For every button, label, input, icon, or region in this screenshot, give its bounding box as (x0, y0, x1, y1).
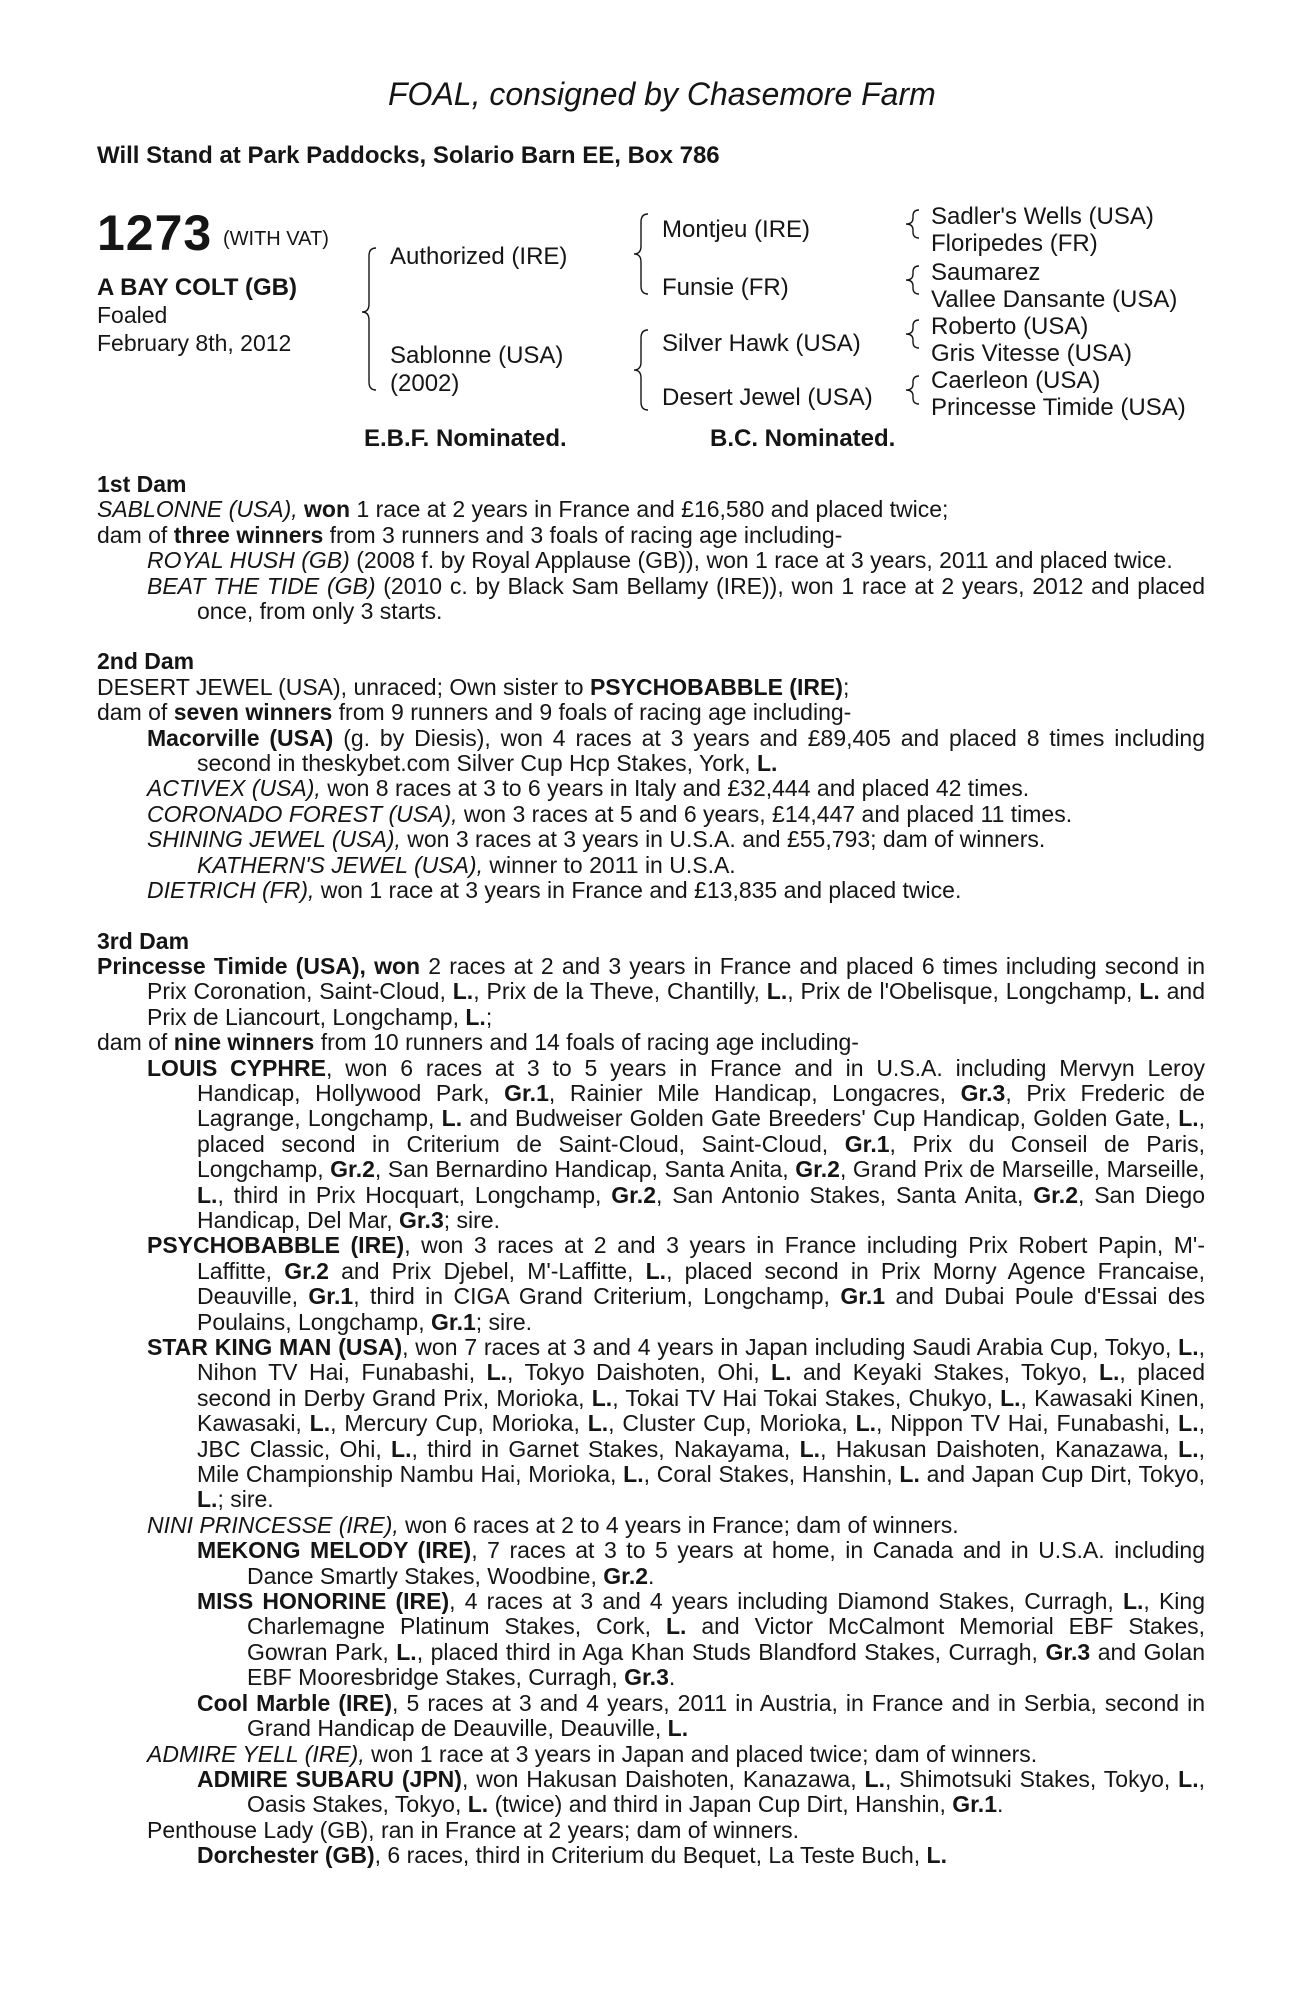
produce-mekong-melody: MEKONG MELODY (IRE), 7 races at 3 to 5 years at home, in Canada and in U.S.A. including Dance Smartly Stakes, Woodbine, Gr.2. (197, 1537, 1205, 1589)
produce-louis-cyphre: LOUIS CYPHRE, won 6 races at 3 to 5 years in France and in U.S.A. including Mervyn Leroy Handicap, Hollywood Park, Gr.1, Rainier Mile Handicap, Longacres, Gr.3, Prix Frederic de Lagrange, Longchamp, L. and Budweiser Golden Gate Breeders' Cup Handicap, Golden Gate, L., placed second in Criterium de Saint-Cloud, Saint-Cloud, Gr.1, Prix du Conseil de Paris, Longchamp, Gr.2, San Bernardino Handicap, Santa Anita, Gr.2, Grand Prix de Marseille, Marseille, L., third in Prix Hocquart, Longchamp, Gr.2, San Antonio Stakes, Santa Anita, Gr.2, San Diego Handicap, Del Mar, Gr.3; sire. (147, 1054, 1206, 1233)
bracket-ds (906, 320, 919, 348)
foaled-label: Foaled (97, 302, 168, 328)
sire-name: Authorized (IRE) (390, 243, 568, 270)
vat-note: (WITH VAT) (223, 228, 329, 250)
ped-dss: Roberto (USA) (931, 313, 1089, 340)
produce-dorchester: Dorchester (GB), 6 races, third in Criterium du Bequet, La Teste Buch, L. (197, 1842, 947, 1869)
ped-ssd: Floripedes (FR) (931, 230, 1098, 257)
dam-year: (2002) (390, 370, 460, 397)
ped-sss: Sadler's Wells (USA) (931, 203, 1154, 230)
produce-admire-subaru: ADMIRE SUBARU (JPN), won Hakusan Daishoten, Kanazawa, L., Shimotsuki Stakes, Tokyo, L., Oasis Stakes, Tokyo, L. (twice) and third in Japan Cup Dirt, Hanshin, Gr.1. (197, 1765, 1206, 1818)
produce-beat-the-tide: BEAT THE TIDE (GB) (2010 c. by Black Sam Bellamy (IRE)), won 1 race at 2 years, 2012 and placed once, from only 3 starts. (147, 572, 1205, 625)
produce-psychobabble: PSYCHOBABBLE (IRE), won 3 races at 2 and 3 years in France including Prix Robert Papin, M'-Laffitte, Gr.2 and Prix Djebel, M'-Laffitte, L., placed second in Prix Morny Agence Francaise, Deauville, Gr.1, third in CIGA Grand Criterium, Longchamp, Gr.1 and Dubai Poule d'Essai des Poulains, Longchamp, Gr.1; sire. (147, 1232, 1206, 1335)
produce-macorville: Macorville (USA) (g. by Diesis), won 4 races at 3 years and £89,405 and placed 8 times including second in theskybet.com Silver Cup Hcp Stakes, York, L. (147, 724, 1206, 777)
bc-nominated: B.C. Nominated. (710, 425, 896, 452)
stand-location: Will Stand at Park Paddocks, Solario Barn EE, Box 786 (97, 142, 720, 169)
first-dam-produce-summary: dam of three winners from 3 runners and 3 foals of racing age including- (97, 521, 843, 548)
produce-coronado-forest: CORONADO FOREST (USA), won 3 races at 5 and 6 years, £14,447 and placed 11 times. (147, 800, 1073, 827)
ebf-nominated: E.B.F. Nominated. (364, 425, 567, 452)
second-dam-produce-summary: dam of seven winners from 9 runners and 9 foals of racing age including- (97, 699, 852, 726)
lot-number: 1273 (97, 205, 213, 261)
bracket-sire (634, 214, 648, 294)
produce-dietrich: DIETRICH (FR), won 1 race at 3 years in France and £13,835 and placed twice. (147, 877, 962, 904)
consignor-line: FOAL, consigned by Chasemore Farm (388, 76, 936, 112)
ped-ddd: Princesse Timide (USA) (931, 394, 1186, 421)
catalogue-body (97, 472, 1205, 1869)
ped-dsd: Gris Vitesse (USA) (931, 340, 1132, 367)
sire-sire: Montjeu (IRE) (662, 216, 811, 243)
foaled-date: February 8th, 2012 (97, 330, 292, 356)
ped-sdd: Vallee Dansante (USA) (931, 286, 1178, 313)
produce-star-king-man: STAR KING MAN (USA), won 7 races at 3 and 4 years in Japan including Saudi Arabia Cup, Tokyo, L., Nihon TV Hai, Funabashi, L., Tokyo Daishoten, Ohi, L. and Keyaki Stakes, Tokyo, L., placed second in Derby Grand Prix, Morioka, L., Tokai TV Hai Tokai Stakes, Chukyo, L., Kawasaki Kinen, Kawasaki, L., Mercury Cup, Morioka, L., Cluster Cup, Morioka, L., Nippon TV Hai, Funabashi, L., JBC Classic, Ohi, L., third in Garnet Stakes, Nakayama, L., Hakusan Daishoten, Kanazawa, L., Mile Championship Nambu Hai, Morioka, L., Coral Stakes, Hanshin, L. and Japan Cup Dirt, Tokyo, L.; sire. (147, 1334, 1206, 1513)
first-dam-entry: SABLONNE (USA), won 1 race at 2 years in France and £16,580 and placed twice; (97, 496, 949, 523)
bracket-sd (906, 266, 919, 294)
bracket-ss (906, 210, 919, 238)
ped-sds: Saumarez (931, 259, 1041, 286)
first-dam-heading: 1st Dam (97, 471, 187, 497)
produce-cool-marble: Cool Marble (IRE), 5 races at 3 and 4 years, 2011 in Austria, in France and in Serbia, second in Grand Handicap de Deauville, Deauville, L. (197, 1689, 1205, 1742)
ped-dds: Caerleon (USA) (931, 367, 1101, 394)
sire-dam: Funsie (FR) (662, 274, 789, 301)
second-dam-entry: DESERT JEWEL (USA), unraced; Own sister to PSYCHOBABBLE (IRE); (97, 673, 850, 700)
produce-admire-yell: ADMIRE YELL (IRE), won 1 race at 3 years in Japan and placed twice; dam of winners. (147, 1740, 1038, 1767)
third-dam-entry: Princesse Timide (USA), won 2 races at 2 and 3 years in France and placed 6 times including second in Prix Coronation, Saint-Cloud, L., Prix de la Theve, Chantilly, L., Prix de l'Obelisque, Longchamp, L. and Prix de Liancourt, Longchamp, L.; (97, 952, 1206, 1030)
produce-royal-hush: ROYAL HUSH (GB) (2008 f. by Royal Applause (GB)), won 1 race at 3 years, 2011 and placed twice. (147, 547, 1173, 574)
produce-shining-jewel: SHINING JEWEL (USA), won 3 races at 3 years in U.S.A. and £55,793; dam of winners. (147, 826, 1046, 853)
produce-nini-princesse: NINI PRINCESSE (IRE), won 6 races at 2 to 4 years in France; dam of winners. (147, 1511, 959, 1538)
dam-dam: Desert Jewel (USA) (662, 384, 873, 411)
produce-activex: ACTIVEX (USA), won 8 races at 3 to 6 years in Italy and £32,444 and placed 42 times. (147, 775, 1030, 802)
produce-penthouse-lady: Penthouse Lady (GB), ran in France at 2 years; dam of winners. (147, 1816, 799, 1843)
bracket-dam (634, 330, 648, 410)
dam-name: Sablonne (USA) (390, 342, 564, 369)
bracket-dd (906, 376, 919, 404)
third-dam-produce-summary: dam of nine winners from 10 runners and 14 foals of racing age including- (97, 1029, 859, 1056)
produce-miss-honorine: MISS HONORINE (IRE), 4 races at 3 and 4 years including Diamond Stakes, Curragh, L., King Charlemagne Platinum Stakes, Cork, L. and Victor McCalmont Memorial EBF Stakes, Gowran Park, L., placed third in Aga Khan Studs Blandford Stakes, Curragh, Gr.3 and Golan EBF Mooresbridge Stakes, Curragh, Gr.3. (197, 1588, 1206, 1691)
third-dam-heading: 3rd Dam (97, 927, 190, 954)
produce-kathern-jewel: KATHERN'S JEWEL (USA), winner to 2011 in U.S.A. (197, 851, 736, 878)
bracket-generation-1 (362, 248, 376, 390)
second-dam-heading: 2nd Dam (97, 648, 195, 675)
dam-sire: Silver Hawk (USA) (662, 330, 861, 357)
lot-description: A BAY COLT (GB) (97, 274, 298, 301)
